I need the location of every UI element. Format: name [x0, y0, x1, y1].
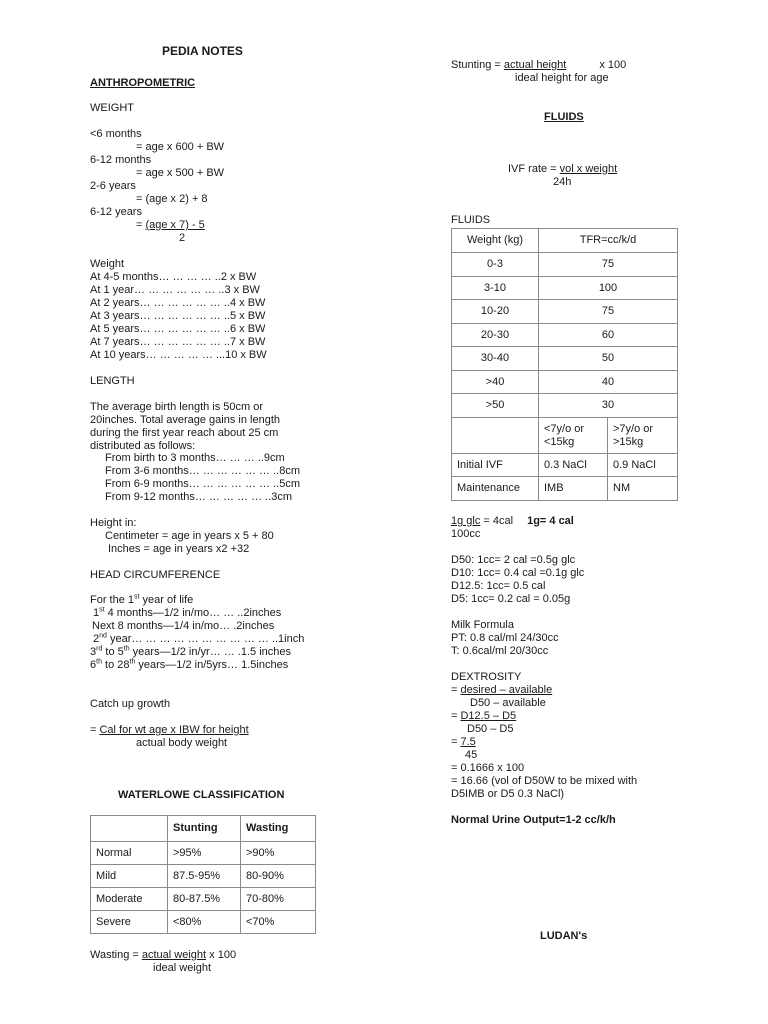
- hc-row: 1st 4 months—1/2 in/mo… … ..2inches: [93, 606, 282, 619]
- dextrosity-step: = 16.66 (vol of D50W to be mixed with: [451, 775, 638, 787]
- dextrose-row: D10: 1cc= 0.4 cal =0.1g glc: [451, 567, 585, 579]
- table-row: [452, 418, 678, 454]
- table-cell: 10-20: [452, 300, 539, 324]
- table-cell: 100: [539, 277, 678, 300]
- wasting-denominator: ideal weight: [153, 962, 212, 974]
- table-row: [452, 229, 678, 253]
- table-cell: >7y/o or >15kg: [608, 418, 678, 454]
- table-cell: Severe: [91, 911, 168, 934]
- weight-age-row: At 5 years… … … … … … ..6 x BW: [90, 323, 266, 335]
- length-heading: LENGTH: [90, 375, 135, 387]
- table-cell: NM: [608, 477, 678, 501]
- table-cell: <70%: [241, 911, 316, 934]
- table-cell: 75: [539, 300, 678, 324]
- weight-6-12y-label: 6-12 years: [90, 206, 142, 218]
- dextrosity-step: D5IMB or D5 0.3 NaCl): [451, 788, 565, 800]
- table-cell: 3-10: [452, 277, 539, 300]
- length-paragraph-line: during the first year reach about 25 cm: [90, 427, 279, 439]
- glucose-cal-denominator: 100cc: [451, 528, 481, 540]
- table-header-cell: TFR=cc/k/d: [539, 229, 678, 253]
- milk-formula-pt: PT: 0.8 cal/ml 24/30cc: [451, 632, 559, 644]
- length-row: From 9-12 months… … … … … ..3cm: [105, 491, 293, 503]
- dextrosity-step: = desired – available: [451, 684, 553, 696]
- table-row: [91, 888, 316, 911]
- table-header-cell: Stunting: [168, 816, 241, 842]
- glucose-cal-line: 1g glc = 4cal 1g= 4 cal: [451, 515, 574, 527]
- table-row: [452, 477, 678, 501]
- fluids-label: FLUIDS: [451, 214, 491, 226]
- table-row: [91, 816, 316, 842]
- catchup-denominator: actual body weight: [136, 737, 228, 749]
- table-header-cell: Wasting: [241, 816, 316, 842]
- dextrosity-step: D50 – available: [470, 697, 546, 709]
- urine-output-note: Normal Urine Output=1-2 cc/k/h: [451, 814, 616, 826]
- length-row: From birth to 3 months… … … ..9cm: [105, 452, 285, 464]
- table-cell: Normal: [91, 842, 168, 865]
- table-cell: 0.3 NaCl: [539, 454, 608, 477]
- anthropometric-heading: ANTHROPOMETRIC: [90, 77, 196, 89]
- weight-age-row: At 3 years… … … … … … ..5 x BW: [90, 310, 266, 322]
- stunting-formula: Stunting = actual height x 100: [451, 59, 627, 71]
- table-cell: 40: [539, 371, 678, 394]
- dextrose-row: D50: 1cc= 2 cal =0.5g glc: [451, 554, 576, 566]
- table-cell: Mild: [91, 865, 168, 888]
- table-cell: 75: [539, 253, 678, 277]
- weight-heading: WEIGHT: [90, 102, 134, 114]
- dextrosity-heading: DEXTROSITY: [451, 671, 522, 683]
- table-header-cell: Weight (kg): [452, 229, 539, 253]
- weight-2-6y-label: 2-6 years: [90, 180, 136, 192]
- table-row: [452, 394, 678, 418]
- ludan-heading: LUDAN's: [540, 930, 588, 942]
- weight-6-12y-formula: = (age x 7) - 5: [136, 219, 205, 231]
- table-row: [452, 324, 678, 347]
- weight-6-12m-formula: = age x 500 + BW: [136, 167, 225, 179]
- milk-formula-label: Milk Formula: [451, 619, 514, 631]
- table-cell: 50: [539, 347, 678, 371]
- table-cell: 0-3: [452, 253, 539, 277]
- weight-age-row: At 1 year… … … … … … ..3 x BW: [90, 284, 260, 296]
- length-paragraph-line: distributed as follows:: [90, 440, 196, 452]
- table-row: [91, 911, 316, 934]
- weight-age-row: At 7 years… … … … … … ..7 x BW: [90, 336, 266, 348]
- hc-row: For the 1st year of life: [90, 593, 194, 606]
- hc-row: 6th to 28th years—1/2 in/5yrs… 1.5inches: [90, 658, 289, 671]
- table-cell: 30: [539, 394, 678, 418]
- table-cell: <7y/o or <15kg: [539, 418, 608, 454]
- stunting-denominator: ideal height for age: [515, 72, 609, 84]
- length-paragraph-line: The average birth length is 50cm or: [90, 401, 264, 413]
- catchup-label: Catch up growth: [90, 698, 171, 710]
- fluids-heading: FLUIDS: [544, 111, 584, 123]
- table-cell: >50: [452, 394, 539, 418]
- hc-row: Next 8 months—1/4 in/mo… .2inches: [92, 620, 275, 632]
- table-row: [452, 277, 678, 300]
- weight-age-label: Weight: [90, 258, 125, 270]
- milk-formula-t: T: 0.6cal/ml 20/30cc: [451, 645, 549, 657]
- table-cell: Maintenance: [452, 477, 539, 501]
- table-cell: <80%: [168, 911, 241, 934]
- table-cell: >40: [452, 371, 539, 394]
- ivf-rate-denominator: 24h: [553, 176, 572, 188]
- weight-6-12y-denominator: 2: [179, 232, 186, 244]
- table-cell: 30-40: [452, 347, 539, 371]
- page-title: PEDIA NOTES: [162, 44, 243, 58]
- dextrose-row: D5: 1cc= 0.2 cal = 0.05g: [451, 593, 571, 605]
- table-header-cell: [91, 816, 168, 842]
- table-row: [452, 454, 678, 477]
- dextrosity-step: D50 – D5: [467, 723, 514, 735]
- weight-age-row: At 10 years… … … … … ...10 x BW: [90, 349, 267, 361]
- table-cell: 87.5-95%: [168, 865, 241, 888]
- table-row: [452, 300, 678, 324]
- table-cell: IMB: [539, 477, 608, 501]
- table-cell: 20-30: [452, 324, 539, 347]
- table-row: [91, 842, 316, 865]
- waterlowe-heading: WATERLOWE CLASSIFICATION: [118, 789, 285, 801]
- hc-row: 2nd year… … … … … … … … … … ..1inch: [93, 632, 305, 645]
- table-cell: 80-87.5%: [168, 888, 241, 911]
- catchup-formula: = Cal for wt age x IBW for height: [90, 724, 249, 736]
- dextrosity-step: 45: [465, 749, 478, 761]
- table-cell: >95%: [168, 842, 241, 865]
- table-cell: >90%: [241, 842, 316, 865]
- table-cell: 0.9 NaCl: [608, 454, 678, 477]
- waterlowe-table: [90, 815, 316, 934]
- weight-age-row: At 4-5 months… … … … ..2 x BW: [90, 271, 257, 283]
- ivf-rate-formula: IVF rate = vol x weight: [508, 163, 618, 175]
- fluids-table: [451, 228, 678, 501]
- length-row: From 3-6 months… … … … … … ..8cm: [105, 465, 300, 477]
- dextrosity-step: = D12.5 – D5: [451, 710, 517, 722]
- table-cell: 80-90%: [241, 865, 316, 888]
- height-label: Height in:: [90, 517, 137, 529]
- head-circumference-heading: HEAD CIRCUMFERENCE: [90, 569, 221, 581]
- weight-lt6-formula: = age x 600 + BW: [136, 141, 225, 153]
- table-row: [452, 253, 678, 277]
- weight-lt6-label: <6 months: [90, 128, 142, 140]
- weight-2-6y-formula: = (age x 2) + 8: [136, 193, 208, 205]
- height-cm-formula: Centimeter = age in years x 5 + 80: [105, 530, 274, 542]
- table-cell: 60: [539, 324, 678, 347]
- length-paragraph-line: 20inches. Total average gains in length: [90, 414, 280, 426]
- dextrosity-step: = 7.5: [451, 736, 476, 748]
- table-cell: Initial IVF: [452, 454, 539, 477]
- table-row: [452, 347, 678, 371]
- dextrosity-step: = 0.1666 x 100: [451, 762, 525, 774]
- table-cell: 70-80%: [241, 888, 316, 911]
- height-in-formula: Inches = age in years x2 +32: [108, 543, 250, 555]
- table-cell: Moderate: [91, 888, 168, 911]
- table-row: [452, 371, 678, 394]
- table-cell: [452, 418, 539, 454]
- hc-row: 3rd to 5th years—1/2 in/yr… … .1.5 inches: [90, 645, 292, 658]
- table-row: [91, 865, 316, 888]
- weight-6-12m-label: 6-12 months: [90, 154, 152, 166]
- weight-age-row: At 2 years… … … … … … ..4 x BW: [90, 297, 266, 309]
- length-row: From 6-9 months… … … … … … ..5cm: [105, 478, 300, 490]
- dextrose-row: D12.5: 1cc= 0.5 cal: [451, 580, 546, 592]
- wasting-formula: Wasting = actual weight x 100: [90, 949, 237, 961]
